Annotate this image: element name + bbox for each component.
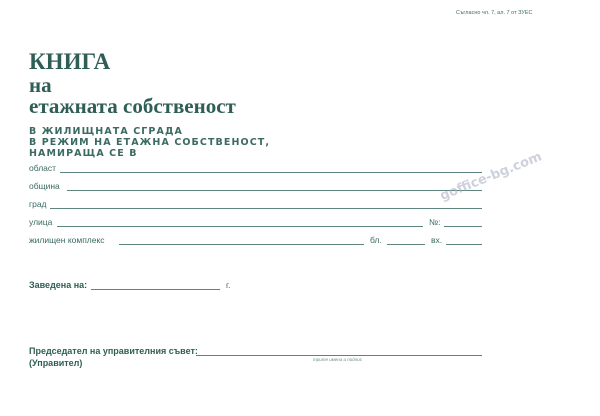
- complex-field[interactable]: [119, 244, 364, 245]
- subtitle-line-2: В РЕЖИМ НА ЕТАЖНА СОБСТВЕНОСТ,: [29, 137, 271, 148]
- subtitle-line-1: В ЖИЛИЩНАТА СГРАДА: [29, 126, 183, 137]
- oblast-field[interactable]: [60, 172, 482, 173]
- document-title: КНИГА: [29, 49, 111, 74]
- entrance-field[interactable]: [446, 244, 482, 245]
- obshtina-label: община: [29, 181, 60, 191]
- started-label: Заведена на:: [29, 280, 88, 290]
- document-title-line-2: на: [29, 73, 52, 97]
- started-date-field[interactable]: [91, 289, 220, 290]
- block-field[interactable]: [387, 244, 425, 245]
- legal-basis-note: Съгласно чл. 7, ал. 7 от ЗУЕС: [456, 10, 533, 16]
- grad-label: град: [29, 199, 47, 209]
- entrance-label: вх.: [431, 235, 443, 245]
- year-suffix: г.: [226, 280, 231, 290]
- signature-hint: трите имена и подпис: [313, 357, 362, 362]
- chairman-signature-field[interactable]: [196, 355, 482, 356]
- grad-field[interactable]: [50, 208, 482, 209]
- number-field[interactable]: [444, 226, 482, 227]
- watermark: goffice-bg.com: [438, 149, 545, 204]
- ulitsa-field[interactable]: [57, 226, 423, 227]
- document-title-line-3: етажната собственост: [29, 94, 236, 118]
- number-label: №:: [429, 217, 441, 227]
- oblast-label: област: [29, 163, 57, 173]
- subtitle-line-3: НАМИРАЩА СЕ В: [29, 148, 138, 159]
- obshtina-field[interactable]: [67, 190, 482, 191]
- complex-label: жилищен комплекс: [29, 235, 105, 245]
- block-label: бл.: [370, 235, 382, 245]
- ulitsa-label: улица: [29, 217, 53, 227]
- chairman-label: Председател на управителния съвет:: [29, 346, 198, 356]
- manager-label: (Управител): [29, 358, 83, 368]
